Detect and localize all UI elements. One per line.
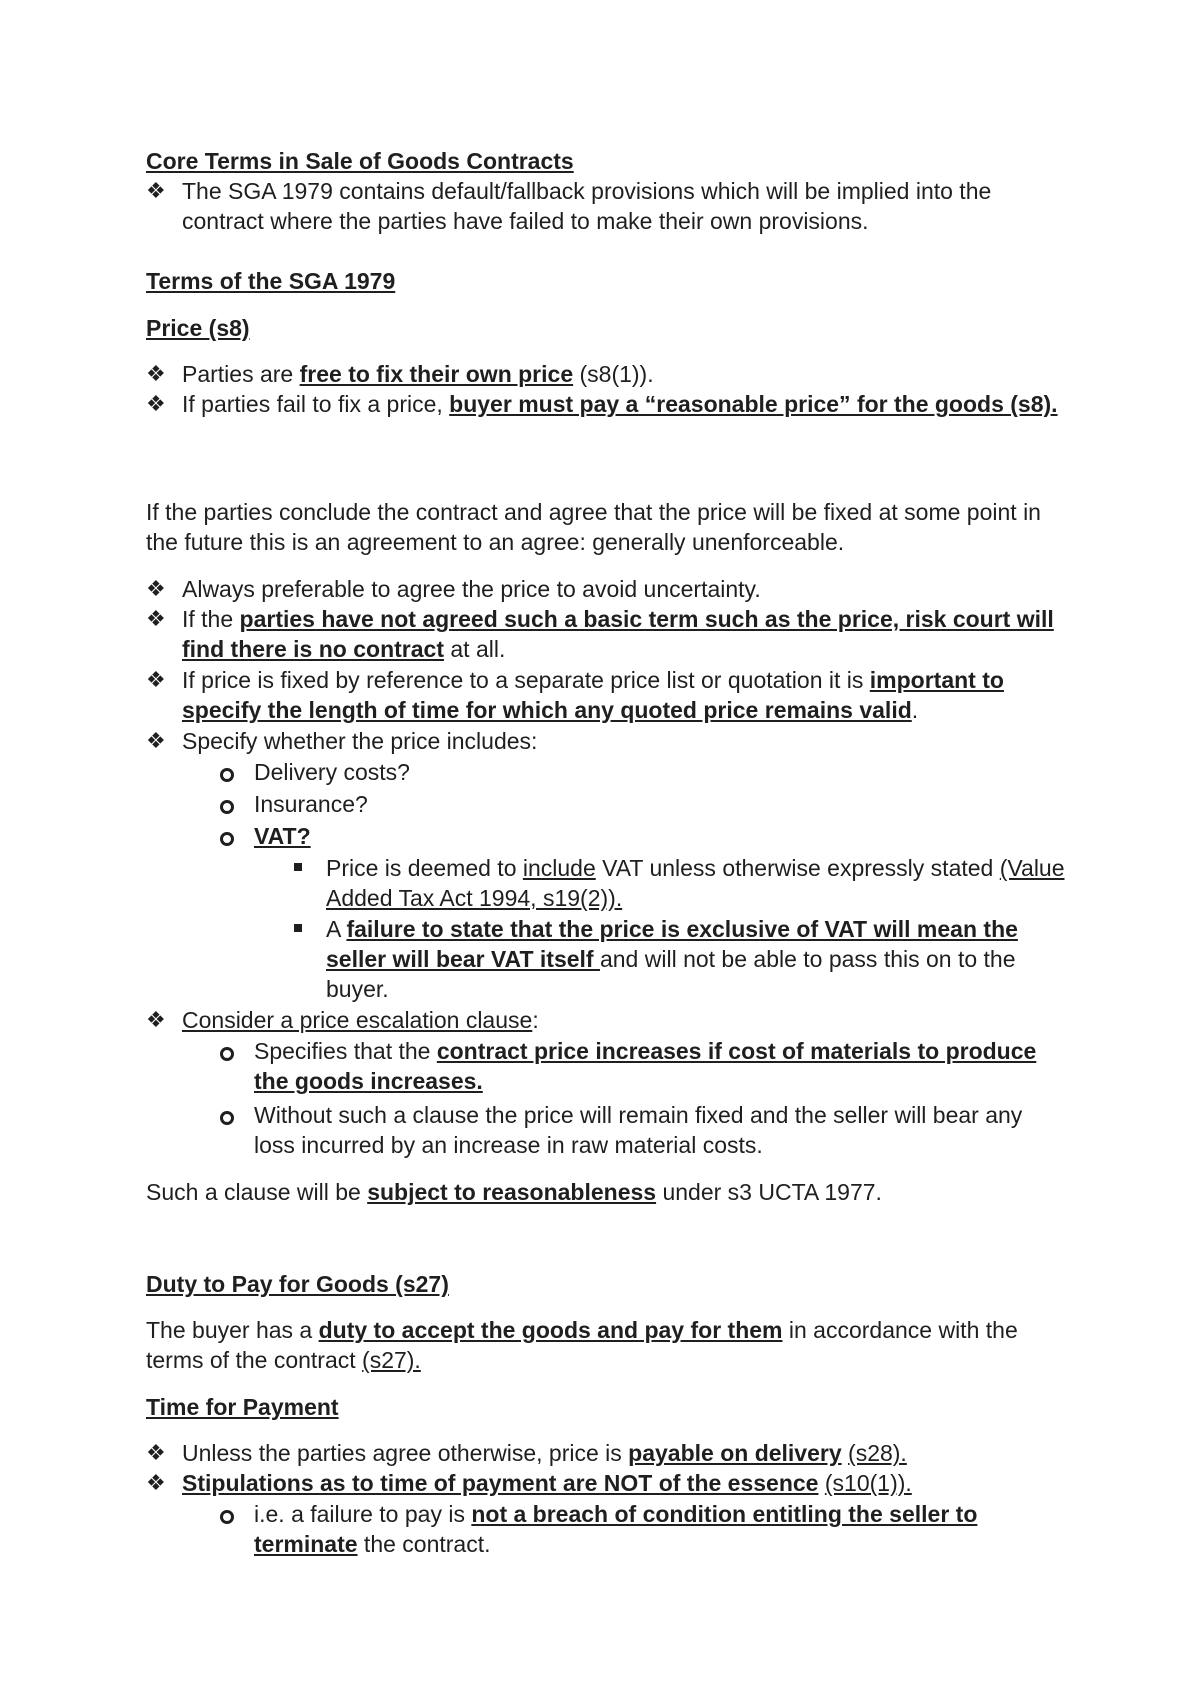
heading-core-terms: Core Terms in Sale of Goods Contracts [146, 148, 574, 174]
bullet-no-contract: ❖ If the parties have not agreed such a basic term such as the price, risk court will find there is no contract at all. [146, 606, 1054, 662]
vat-bullet-2: A failure to state that the price is exclusive of VAT will mean the seller will bear VAT itself and will not be able to pass this on to the buyer. [290, 914, 1066, 1004]
four-point-star-bullet-icon: ❖ [146, 1440, 166, 1465]
heading-duty-to-pay: Duty to Pay for Goods (s27) [146, 1271, 449, 1297]
diamond-bullet-icon: ❖ [146, 361, 166, 386]
four-point-star-bullet-icon: ❖ [146, 1470, 166, 1495]
bullet-specify-includes: ❖ Specify whether the price includes: [146, 728, 538, 754]
heading-time-for-payment: Time for Payment [146, 1394, 339, 1420]
vat-bullet-1: Price is deemed to include VAT unless otherwise expressly stated (Value Added Tax Act 1994, s19(2)). [290, 853, 1066, 913]
square-bullet-icon [294, 863, 302, 871]
bullet-preferable: ❖ Always preferable to agree the price to avoid uncertainty. [146, 576, 761, 602]
diamond-bullet-icon: ❖ [146, 391, 166, 416]
circle-bullet-icon [220, 1510, 234, 1524]
diamond-bullet-icon: ❖ [146, 1007, 166, 1032]
escalation-sub-2: Without such a clause the price will remain fixed and the seller will bear any loss incurred by an increase in raw material costs. [218, 1100, 1066, 1160]
circle-bullet-icon [220, 768, 234, 782]
diamond-bullet-icon: ❖ [146, 728, 166, 753]
bullet-not-of-essence: ❖ Stipulations as to time of payment are NOT of the essence (s10(1)). [146, 1470, 912, 1496]
circle-bullet-icon [220, 832, 234, 846]
paragraph-duty-to-pay: The buyer has a duty to accept the goods and pay for them in accordance with the terms of the contract (s27). [146, 1317, 1018, 1373]
sub-bullet-delivery: Delivery costs? [218, 757, 1066, 787]
paragraph-agreement-to-agree: If the parties conclude the contract and agree that the price will be fixed at some point in the future this is an agreement to an agree: generally unenforceable. [146, 499, 1041, 555]
heading-terms-sga: Terms of the SGA 1979 [146, 268, 396, 294]
sub-bullet-vat: VAT? [218, 821, 1066, 851]
circle-bullet-icon [220, 1047, 234, 1061]
price-bullet-2: ❖ If parties fail to fix a price, buyer must pay a “reasonable price” for the goods (s8). [146, 391, 1058, 417]
paragraph-reasonableness: Such a clause will be subject to reasonableness under s3 UCTA 1977. [146, 1179, 882, 1205]
price-bullet-1: ❖ Parties are free to fix their own price (s8(1)). [146, 361, 654, 387]
heading-price: Price (s8) [146, 315, 250, 341]
circle-bullet-icon [220, 1111, 234, 1125]
bullet-price-list: ❖ If price is fixed by reference to a separate price list or quotation it is important to specify the length of time for which any quoted price remains valid. [146, 667, 1004, 723]
diamond-bullet-icon: ❖ [146, 667, 166, 692]
square-bullet-icon [294, 924, 302, 932]
circle-bullet-icon [220, 800, 234, 814]
diamond-bullet-icon: ❖ [146, 606, 166, 631]
bullet-escalation-clause: ❖ Consider a price escalation clause: [146, 1007, 539, 1033]
diamond-bullet-icon: ❖ [146, 576, 166, 601]
sub-bullet-insurance: Insurance? [218, 789, 1066, 819]
diamond-bullet-icon: ❖ [146, 178, 166, 203]
escalation-sub-1: Specifies that the contract price increases if cost of materials to produce the goods increases. [218, 1036, 1066, 1096]
sub-bullet-not-breach: i.e. a failure to pay is not a breach of condition entitling the seller to terminate the contract. [218, 1499, 1066, 1559]
intro-bullet: ❖ The SGA 1979 contains default/fallback provisions which will be implied into the contract where the parties have failed to make their own provisions. [146, 178, 992, 234]
bullet-payable-on-delivery: ❖ Unless the parties agree otherwise, price is payable on delivery (s28). [146, 1440, 907, 1466]
